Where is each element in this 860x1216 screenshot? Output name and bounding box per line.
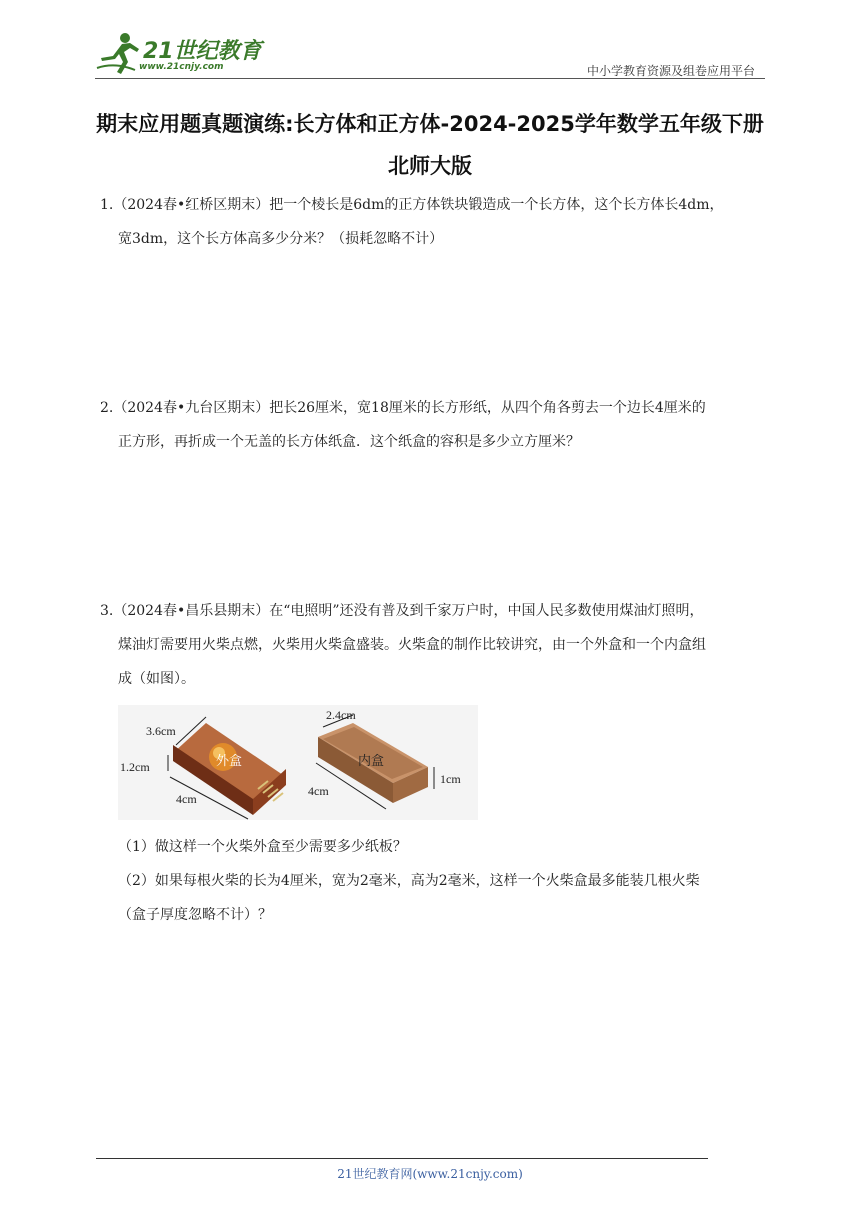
logo-url: www.21cnjy.com	[139, 62, 224, 72]
question-2	[100, 391, 765, 459]
header-divider	[95, 78, 765, 79]
question-2-line2: 正方形，再折成一个无盖的长方体纸盒．这个纸盒的容积是多少立方厘米？	[118, 434, 580, 450]
question-1-line2: 宽3dm，这个长方体高多少分米？（损耗忽略不计）	[118, 231, 444, 247]
question-3-sub1: （1）做这样一个火柴外盒至少需要多少纸板？	[118, 839, 407, 855]
page-title-line1: 期末应用题真题演练:长方体和正方体-2024-2025学年数学五年级下册	[96, 112, 764, 136]
runner-icon	[95, 30, 143, 76]
question-3-line2: 煤油灯需要用火柴点燃，火柴用火柴盒盛装。火柴盒的制作比较讲究，由一个外盒和一个内盒组	[118, 637, 706, 653]
question-3-line3: 成（如图）。	[118, 671, 195, 687]
question-1-line1: 1.（2024春•红桥区期末）把一个棱长是6dm的正方体铁块锻造成一个长方体，这个长方体长4dm，	[100, 197, 724, 213]
inner-box-label: 内盒	[358, 754, 385, 769]
question-3-sub2-line1: （2）如果每根火柴的长为4厘米，宽为2毫米，高为2毫米，这样一个火柴盒最多能装几根火柴	[118, 873, 700, 889]
footer-divider	[96, 1158, 708, 1159]
question-1	[100, 188, 765, 256]
inner-dim-width: 2.4cm	[326, 708, 356, 722]
page-title-line2: 北师大版	[388, 154, 472, 178]
question-3-sub2	[118, 864, 768, 932]
matchbox-figure	[118, 705, 478, 820]
matchbox-illustration	[118, 705, 478, 820]
footer-link[interactable]: 21世纪教育网(www.21cnjy.com)	[337, 1167, 523, 1181]
question-3-line1: 3.（2024春•昌乐县期末）在“电照明”还没有普及到千家万户时，中国人民多数使用煤油灯照明，	[100, 603, 704, 619]
outer-dim-length: 3.6cm	[146, 724, 176, 738]
outer-dim-width: 4cm	[176, 792, 197, 806]
outer-dim-height: 1.2cm	[120, 760, 150, 774]
inner-dim-length: 4cm	[308, 784, 329, 798]
page-header	[95, 30, 765, 80]
question-3-sub2-line2: （盒子厚度忽略不计）？	[118, 907, 272, 923]
site-logo[interactable]	[95, 30, 265, 78]
inner-dim-height: 1cm	[440, 772, 461, 786]
question-2-line1: 2.（2024春•九台区期末）把长26厘米，宽18厘米的长方形纸，从四个角各剪去一个边长4厘米的	[100, 400, 706, 416]
outer-box-label: 外盒	[216, 754, 243, 769]
logo-text: 21世纪教育	[143, 39, 262, 64]
header-platform-text: 中小学教育资源及组卷应用平台	[586, 64, 755, 78]
question-3	[100, 594, 765, 696]
